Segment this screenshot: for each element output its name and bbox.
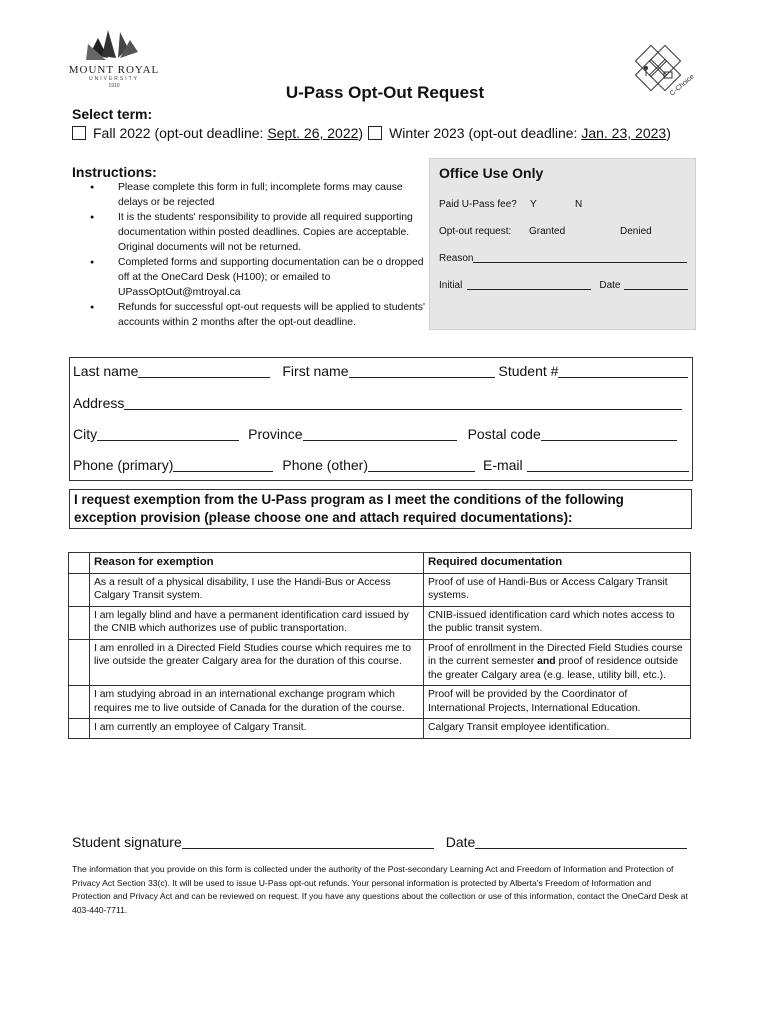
table-row (69, 573, 691, 606)
city-field[interactable] (97, 426, 239, 441)
row-select-cell[interactable] (69, 639, 90, 686)
address-label: Address (73, 395, 125, 411)
reason-row (439, 253, 687, 264)
reason-cell: I am studying abroad in an international exchange program which requires me to live outside of Canada for the duration of the course. (90, 686, 424, 719)
student-signature-field[interactable] (182, 834, 434, 849)
address-row (73, 395, 682, 411)
select-term-heading: Select term: (72, 106, 153, 122)
optout-granted[interactable]: Granted (529, 226, 566, 237)
badge-text: C-Choice (668, 73, 696, 98)
row-select-cell[interactable] (69, 686, 90, 719)
table-row (69, 686, 691, 719)
header-reason: Reason for exemption (90, 553, 424, 574)
signature-date-label: Date (445, 834, 476, 850)
office-use-box (429, 158, 696, 330)
documentation-cell: CNIB-issued identification card which notes access to the public transit system. (424, 606, 691, 639)
paid-fee-label: Paid U-Pass fee? (439, 199, 517, 210)
doc-text-bold: and (537, 656, 556, 667)
privacy-notice: The information that you provide on this form is collected under the authority of the Post-secondary Learning Act and Freedom of Information and Protection of Privacy Act Section 33(c). It will be used to issue U-Pass opt-out refunds. Your personal information is protected by Alberta's Freedom of Information and Protection and Privacy Act and can be reviewed on request. If you have any questions about the collection or use of this information, contact the OneCard Desk at 403-440-7711. (72, 864, 688, 915)
instruction-item: ● It is the students' responsibility to provide all required supporting documentation within posted deadlines. Copies are acceptable. Original documents will not be returned. (86, 210, 426, 255)
exemption-statement: I request exemption from the U-Pass program as I meet the conditions of the following exception provision (please choose one and attach required documentations): (69, 489, 692, 529)
table-header-row (69, 553, 691, 574)
phone-other-field[interactable] (368, 457, 475, 472)
paid-fee-yes[interactable]: Y (530, 199, 537, 210)
province-field[interactable] (303, 426, 457, 441)
documentation-cell: Proof will be provided by the Coordinator of International Projects, International Education. (424, 686, 691, 719)
address-field[interactable] (124, 395, 682, 410)
instructions-heading: Instructions: (72, 164, 157, 180)
phone-other-label: Phone (other) (282, 457, 368, 473)
term-selection-row (72, 125, 671, 141)
paid-fee-no[interactable]: N (575, 199, 583, 210)
reason-cell: I am enrolled in a Directed Field Studies course which requires me to live outside the greater Calgary area for the duration of this course. (90, 639, 424, 686)
student-number-field[interactable] (558, 363, 688, 378)
fall-deadline-date: Sept. 26, 2022 (267, 125, 359, 141)
table-row (69, 719, 691, 739)
postal-code-label: Postal code (467, 426, 541, 442)
phone-row (73, 457, 689, 473)
documentation-cell: Calgary Transit employee identification. (424, 719, 691, 739)
phone-primary-field[interactable] (173, 457, 273, 472)
signature-row (72, 834, 687, 850)
header-documentation: Required documentation (424, 553, 691, 574)
documentation-cell (424, 639, 691, 686)
initial-line[interactable] (467, 280, 591, 290)
student-info-box (69, 357, 693, 481)
doc-text-b: proof of residence outside the greater Calgary area (e.g. lease, utility bill, etc.). (428, 656, 681, 681)
header-checkbox-col (69, 553, 90, 574)
winter-deadline-date: Jan. 23, 2023 (581, 125, 667, 141)
initial-label: Initial (439, 280, 463, 291)
reason-cell: I am legally blind and have a permanent identification card issued by the CNIB which authorizes use of public transportation. (90, 606, 424, 639)
email-field[interactable] (527, 457, 689, 472)
fall-term-label: Fall 2022 (opt-out deadline: (93, 125, 268, 141)
instruction-item: ● Refunds for successful opt-out requests will be applied to students' accounts within 2 months after the opt-out deadline. (86, 300, 426, 330)
first-name-label: First name (282, 363, 349, 379)
name-row (73, 363, 688, 379)
office-use-heading: Office Use Only (439, 165, 544, 181)
instruction-item: ● Please complete this form in full; incomplete forms may cause delays or be rejected (86, 180, 426, 210)
instructions-list (86, 180, 426, 330)
winter-term-label: Winter 2023 (opt-out deadline: (389, 125, 582, 141)
reason-cell: I am currently an employee of Calgary Transit. (90, 719, 424, 739)
optout-request-label: Opt-out request: (439, 226, 512, 237)
first-name-field[interactable] (349, 363, 495, 378)
table-row (69, 606, 691, 639)
logo-name: MOUNT ROYAL (68, 64, 160, 76)
initial-date-row (439, 280, 688, 291)
row-select-cell[interactable] (69, 606, 90, 639)
signature-date-field[interactable] (475, 834, 687, 849)
optout-denied[interactable]: Denied (620, 226, 652, 237)
doc-text-a: Proof of enrollment in the Directed Field Studies course in the current semester (428, 642, 686, 667)
city-row (73, 426, 677, 442)
office-date-line[interactable] (624, 280, 688, 290)
student-number-label: Student # (498, 363, 559, 379)
reason-label: Reason (439, 253, 474, 264)
row-select-cell[interactable] (69, 573, 90, 606)
phone-primary-label: Phone (primary) (73, 457, 174, 473)
exemption-table (68, 552, 691, 739)
province-label: Province (248, 426, 303, 442)
row-select-cell[interactable] (69, 719, 90, 739)
office-date-label: Date (599, 280, 621, 291)
student-signature-label: Student signature (72, 834, 182, 850)
winter-checkbox[interactable] (368, 126, 382, 140)
fall-close-paren: ) (358, 125, 364, 141)
logo-sub: UNIVERSITY (88, 76, 139, 82)
reason-line[interactable] (473, 253, 687, 263)
logo-year: 1910 (108, 83, 120, 89)
instruction-item: ● Completed forms and supporting documentation can be o dropped off at the OneCard Desk (H100); or emailed to UPassOptOut@mtroyal.ca (86, 255, 426, 300)
reason-cell: As a result of a physical disability, I use the Handi-Bus or Access Calgary Transit system. (90, 573, 424, 606)
postal-code-field[interactable] (541, 426, 677, 441)
email-label: E-mail (482, 457, 523, 473)
city-label: City (73, 426, 98, 442)
last-name-label: Last name (73, 363, 139, 379)
fall-checkbox[interactable] (72, 126, 86, 140)
last-name-field[interactable] (138, 363, 270, 378)
winter-close-paren: ) (666, 125, 671, 141)
table-row (69, 639, 691, 686)
documentation-cell: Proof of use of Handi-Bus or Access Calgary Transit systems. (424, 573, 691, 606)
page-title: U-Pass Opt-Out Request (285, 83, 485, 102)
